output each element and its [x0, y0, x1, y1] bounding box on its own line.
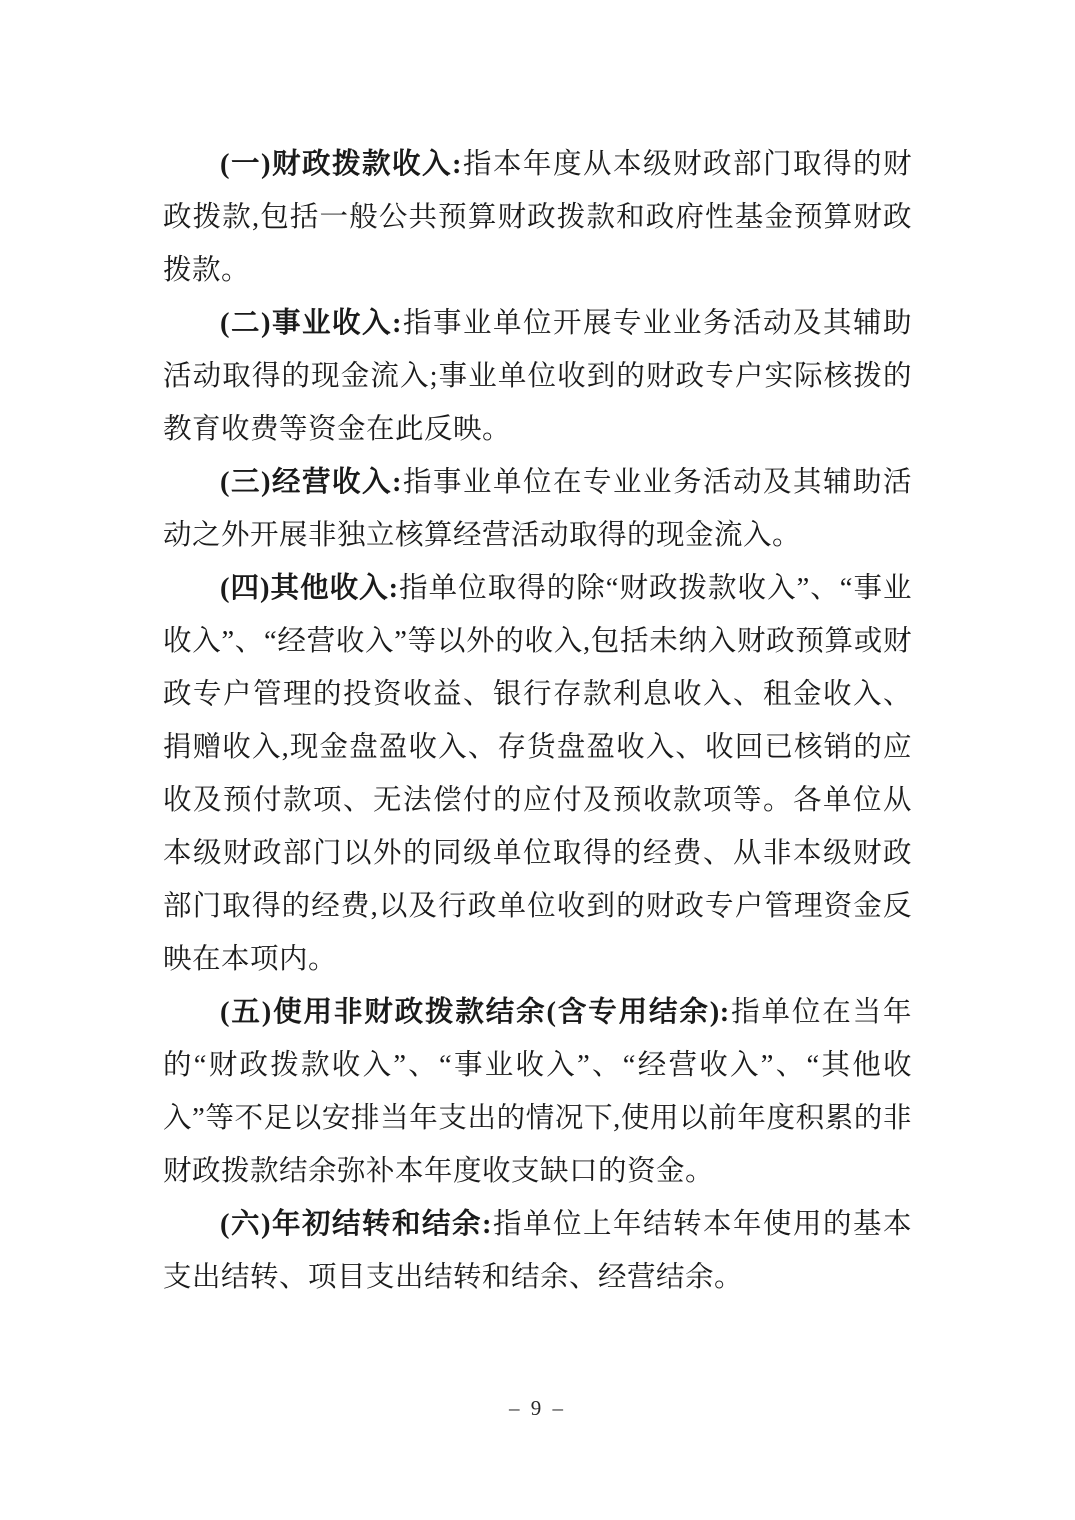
- paragraph-lead-label: (五)使用非财政拨款结余(含专用结余):: [220, 997, 730, 1028]
- paragraph-body-text: 指事业单位开展专业业务活动及其辅助活动取得的现金流入;事业单位收到的财政专户实际核拨的教育收费等资金在此反映。: [163, 308, 912, 445]
- paragraph-body-text: 指单位取得的除“财政拨款收入”、“事业收入”、“经营收入”等以外的收入,包括未纳入财政预算或财政专户管理的投资收益、银行存款利息收入、租金收入、捐赠收入,现金盘盈收入、存货盘盈收入、收回已核销的应收及预付款项、无法偿付的应付及预收款项等。各单位从本级财政部门以外的同级单位取得的经费、从非本级财政部门取得的经费,以及行政单位收到的财政专户管理资金反映在本项内。: [163, 573, 912, 975]
- paragraph-lead-label: (六)年初结转和结余:: [220, 1209, 492, 1240]
- paragraph-lead-label: (四)其他收入:: [220, 573, 399, 604]
- paragraph-body-text: 指单位在当年的“财政拨款收入”、“事业收入”、“经营收入”、“其他收入”等不足以安排当年支出的情况下,使用以前年度积累的非财政拨款结余弥补本年度收支缺口的资金。: [163, 997, 912, 1187]
- paragraph-fiscal-appropriation-income: [163, 138, 912, 297]
- paragraph-other-income: [163, 562, 912, 986]
- page-body-text: [163, 138, 912, 1304]
- paragraph-body-text: 指事业单位在专业业务活动及其辅助活动之外开展非独立核算经营活动取得的现金流入。: [163, 467, 912, 551]
- paragraph-lead-label: (二)事业收入:: [220, 308, 402, 339]
- page-number: – 9 –: [509, 1396, 566, 1420]
- paragraph-body-text: 指单位上年结转本年使用的基本支出结转、项目支出结转和结余、经营结余。: [163, 1209, 912, 1293]
- paragraph-non-fiscal-surplus-usage: [163, 986, 912, 1198]
- paragraph-year-begin-carryover: [163, 1198, 912, 1304]
- paragraph-body-text: 指本年度从本级财政部门取得的财政拨款,包括一般公共预算财政拨款和政府性基金预算财政拨款。: [163, 149, 912, 286]
- paragraph-business-income: [163, 456, 912, 562]
- paragraph-operating-income-public-institution: [163, 297, 912, 456]
- paragraph-lead-label: (一)财政拨款收入:: [220, 149, 462, 180]
- paragraph-lead-label: (三)经营收入:: [220, 467, 402, 498]
